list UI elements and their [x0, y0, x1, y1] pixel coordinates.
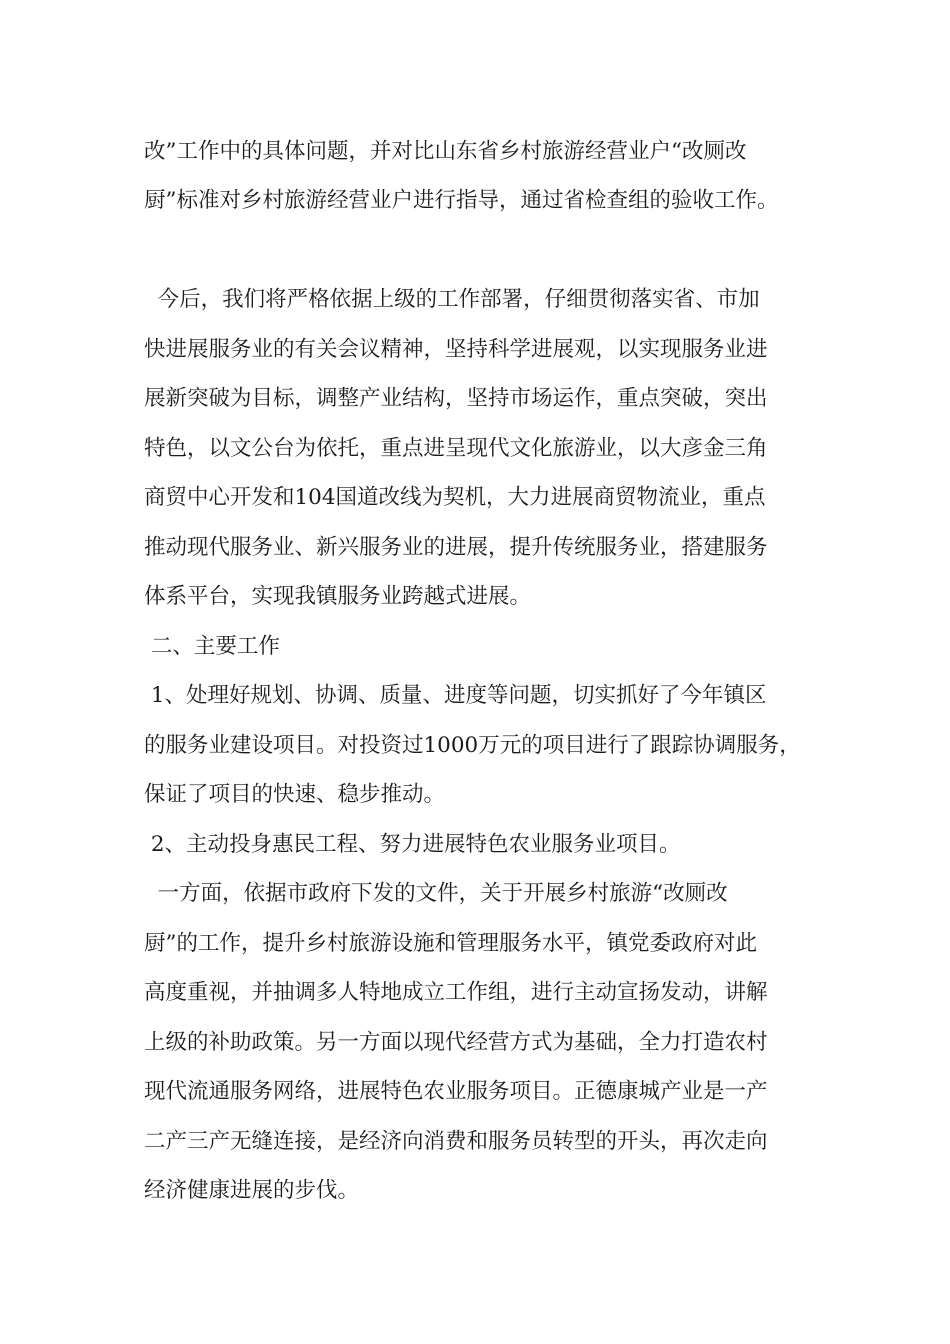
text-line: 特色，以文公台为依托，重点进呈现代文化旅游业，以大彦金三角	[144, 436, 768, 461]
text-line: 上级的补助政策。另一方面以现代经营方式为基础，全力打造农村	[144, 1030, 768, 1055]
text-line: 厨”标准对乡村旅游经营业户进行指导，通过省检查组的验收工作。	[144, 188, 779, 213]
text-line: 现代流通服务网络，进展特色农业服务项目。正德康城产业是一产	[144, 1079, 768, 1104]
text-line: 改”工作中的具体问题，并对比山东省乡村旅游经营业户“改厕改	[144, 139, 747, 164]
text-line: 经济健康进展的步伐。	[144, 1178, 360, 1203]
text-line: 商贸中心开发和104国道改线为契机，大力进展商贸物流业，重点	[144, 485, 766, 510]
text-line: 推动现代服务业、新兴服务业的进展，提升传统服务业，搭建服务	[144, 535, 768, 560]
text-line: 高度重视，并抽调多人特地成立工作组，进行主动宣扬发动，讲解	[144, 980, 768, 1005]
text-line: 一方面，依据市政府下发的文件，关于开展乡村旅游“改厕改	[144, 881, 728, 906]
text-line: 厨”的工作，提升乡村旅游设施和管理服务水平，镇党委政府对此	[144, 931, 757, 956]
text-line: 今后，我们将严格依据上级的工作部署，仔细贯彻落实省、市加	[144, 287, 760, 312]
text-line: 二产三产无缝连接，是经济向消费和服务员转型的开头，再次走向	[144, 1129, 768, 1154]
section-heading: 二、主要工作	[144, 634, 280, 659]
text-line: 体系平台，实现我镇服务业跨越式进展。	[144, 584, 532, 609]
text-line: 保证了项目的快速、稳步推动。	[144, 782, 446, 807]
text-line: 展新突破为目标，调整产业结构，坚持市场运作，重点突破，突出	[144, 386, 768, 411]
text-line: 1、处理好规划、协调、质量、进度等问题，切实抓好了今年镇区	[144, 683, 767, 708]
text-line: 2、主动投身惠民工程、努力进展特色农业服务业项目。	[144, 832, 681, 857]
text-line: 快进展服务业的有关会议精神，坚持科学进展观，以实现服务业进	[144, 337, 768, 362]
text-line: 的服务业建设项目。对投资过1000万元的项目进行了跟踪协调服务，	[144, 733, 801, 758]
